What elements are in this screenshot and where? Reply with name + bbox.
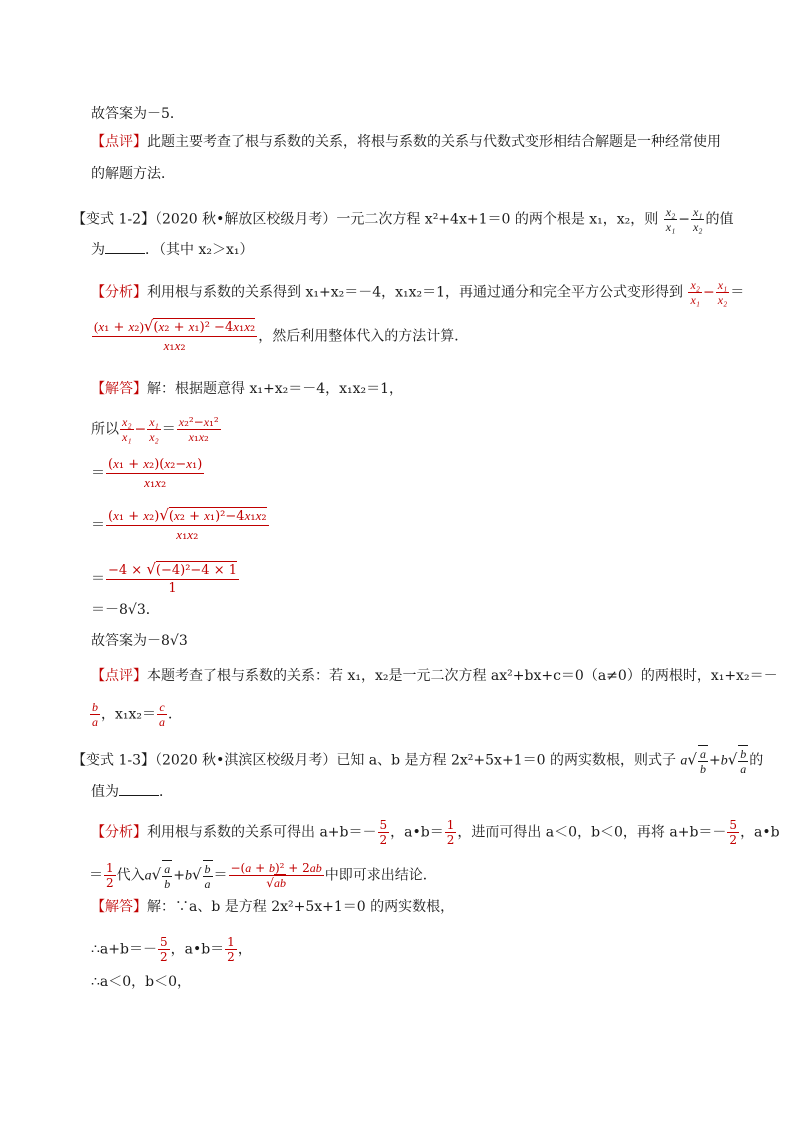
analysis-text: 代入 — [116, 867, 145, 884]
solution-step-2: ＝ $\frac{\text{(x₁ + x₂)(x₂−x₁)}}{\text{x₁x₂}}$ — [91, 456, 203, 491]
fraction-5-over-2: $\frac{5}{2}$ — [159, 935, 168, 964]
analysis-formula-line — [91, 318, 468, 355]
comment-text: 此题主要考查了根与系数的关系，将根与系数的关系与代数式变形相结合解题是一种经常使用 — [147, 134, 721, 150]
fraction-a-over-b: $\frac{a}{b}$ — [699, 747, 706, 776]
analysis-text: ，a•b — [740, 824, 780, 841]
variant-1-3-question: 【变式 1-3】（2020 秋•淇滨区校级月考）已知 a、b 是方程 2x²+5x+1＝0 的两实数根，则式子 a√ $\frac{a}{b}$ +b√ $\frac{b}{a}$ 的 — [72, 747, 764, 776]
variant-source: （2020 秋•解放区校级月考） — [155, 211, 337, 228]
fraction-b-over-a: $\frac{b}{a}$ — [740, 747, 747, 776]
solution-tag: 【解答】 — [91, 381, 147, 397]
question-text-end: 的 — [749, 752, 764, 769]
comment-text: 本题考查了根与系数的关系：若 x₁，x₂是一元二次方程 ax²+bx+c＝0（a≠0）的两根时，x₁+x₂＝－ — [147, 668, 778, 684]
solution-step-3: ＝ $\frac{\text{(x₁ + x₂)√(x₂ + x₁)²−4x₁x₂}}{\text{x₁x₂}}$ — [91, 506, 267, 543]
comment-text-cont: 的解题方法． — [91, 166, 175, 182]
fraction-numeric: $\frac{\text{−4 × √(−4)²−4 × 1}}{1}$ — [108, 560, 238, 596]
formula-fraction: $\frac{\text{(x₁ + x₂)√(x₂ + x₁)² −4x₁x₂}}{\text{x₁x₂}}$ — [94, 317, 256, 354]
fraction-1-over-2: $\frac{1}{2}$ — [227, 935, 235, 964]
variant-1-2-question: 【变式 1-2】（2020 秋•解放区校级月考）一元二次方程 x²+4x+1＝0 的两个根是 x₁，x₂，则 $\frac{\text{x₂}}{\text{x₁}}$ − $\frac{\text{x₁}}{\text{x₂}}$ 的值 — [72, 205, 734, 234]
fraction-5-over-2: $\frac{5}{2}$ — [379, 818, 388, 847]
solution-step-1: 所以 $\frac{\text{x₂}}{\text{x₁}}$ − $\frac{\text{x₁}}{\text{x₂}}$ ＝ $\frac{\text{x₂²−x₁²}}{\text{x₁x₂}}$ — [91, 415, 219, 444]
fraction-b-over-a: $\frac{b}{a}$ — [92, 700, 98, 729]
fraction-5-over-2: $\frac{5}{2}$ — [729, 818, 738, 847]
fraction-a-over-b: $\frac{a}{b}$ — [164, 862, 171, 891]
comment-block-2 — [91, 667, 778, 685]
comment-tag: 【点评】 — [91, 668, 147, 684]
analysis-text: ，a•b＝ — [390, 824, 444, 841]
fraction-x1-over-x2: $\frac{\text{x₁}}{\text{x₂}}$ — [717, 278, 728, 307]
analysis-text: 利用根与系数的关系可得出 a+b＝－ — [147, 824, 377, 841]
solution-result: ＝－8√3． — [91, 602, 160, 618]
solution-block-2 — [91, 898, 454, 916]
fraction-diff-squares: $\frac{\text{x₂²−x₁²}}{\text{x₁x₂}}$ — [178, 415, 219, 444]
question-text: 值为 — [91, 784, 119, 800]
variant-1-3-question-cont: 值为 ． — [91, 784, 173, 800]
question-text-end: 的值 — [705, 211, 734, 228]
comment-text-cont: ，x₁x₂＝ — [101, 706, 157, 723]
solution-text: 解：根据题意得 x₁+x₂＝－4，x₁x₂＝1， — [147, 381, 404, 397]
question-text: 已知 a、b 是方程 2x²+5x+1＝0 的两实数根，则式子 — [336, 752, 676, 769]
solution-text: ，a•b＝ — [170, 941, 225, 958]
analysis-block-1: 【分析】利用根与系数的关系得到 x₁+x₂＝－4，x₁x₂＝1，再通过通分和完全平方公式变形得到 $\frac{\text{x₂}}{\text{x₁}}$ − $\frac{\text{x₁}}{\text{x₂}}$ ＝ — [91, 278, 745, 307]
fraction-radical: $\frac{\text{(x₁ + x₂)√(x₂ + x₁)²−4x₁x₂}}{\text{x₁x₂}}$ — [108, 506, 267, 543]
solution-step-4: ＝ $\frac{\text{−4 × √(−4)²−4 × 1}}{1}$ — [91, 560, 238, 596]
fraction-x2-over-x1: $\frac{\text{x₂}}{\text{x₁}}$ — [690, 278, 700, 307]
answer-line-2: 故答案为－8√3 — [91, 633, 188, 649]
variant-source: （2020 秋•淇滨区校级月考） — [155, 752, 337, 769]
comment-block-2-cont: $\frac{b}{a}$ ，x₁x₂＝ $\frac{c}{a}$ ． — [92, 700, 183, 729]
analysis-text-cont: ，然后利用整体代入的方法计算． — [258, 328, 469, 345]
variant-tag: 【变式 1-2】 — [72, 211, 155, 228]
solution-block-1 — [91, 380, 403, 398]
analysis-block-2-cont: ＝ $\frac{1}{2}$ 代入a√ $\frac{a}{b}$ +b√ $\frac{b}{a}$ ＝ $\frac{\text{−(a + b)² + 2ab}}{√ab}$ 中即可求出结论． — [89, 861, 437, 891]
fraction-factored: $\frac{\text{(x₁ + x₂)(x₂−x₁)}}{\text{x₁x₂}}$ — [108, 456, 203, 491]
comment-block-1 — [91, 133, 721, 151]
fraction-1-over-2: $\frac{1}{2}$ — [446, 818, 455, 847]
fraction-x2-over-x1: $\frac{\text{x₂}}{\text{x₁}}$ — [665, 205, 676, 234]
fraction-x2-over-x1: $\frac{\text{x₂}}{\text{x₁}}$ — [122, 415, 132, 444]
answer-blank — [119, 783, 159, 796]
fraction-b-over-a: $\frac{b}{a}$ — [204, 862, 211, 891]
formula-fraction: $\frac{\text{−(a + b)² + 2ab}}{√ab}$ — [230, 861, 322, 890]
fraction-1-over-2: $\frac{1}{2}$ — [106, 861, 114, 890]
analysis-text: 利用根与系数的关系得到 x₁+x₂＝－4，x₁x₂＝1，再通过通分和完全平方公式变形得到 — [147, 284, 684, 301]
solution-text: ∴a+b＝－ — [91, 941, 157, 958]
solution-tag: 【解答】 — [91, 899, 147, 915]
variant-1-2-question-cont — [91, 241, 253, 259]
solution-block-2-step: ∴a+b＝－ $\frac{5}{2}$ ，a•b＝ $\frac{1}{2}$ ， — [91, 935, 252, 964]
variant-tag: 【变式 1-3】 — [72, 752, 155, 769]
analysis-tag: 【分析】 — [91, 284, 147, 301]
comment-tag: 【点评】 — [91, 134, 147, 150]
answer-line-1: 故答案为－5． — [91, 106, 184, 122]
question-text: 一元二次方程 x²+4x+1＝0 的两个根是 x₁，x₂，则 — [336, 211, 659, 228]
fraction-x1-over-x2: $\frac{\text{x₁}}{\text{x₂}}$ — [692, 205, 703, 234]
question-text: 为 — [91, 242, 105, 258]
answer-blank — [105, 241, 145, 254]
analysis-text: ，进而可得出 a＜0，b＜0，再将 a+b＝－ — [457, 824, 727, 841]
so-label: 所以 — [91, 421, 119, 438]
fraction-c-over-a: $\frac{c}{a}$ — [159, 700, 166, 729]
analysis-tag: 【分析】 — [91, 824, 147, 841]
analysis-block-2 — [91, 818, 780, 847]
solution-text: 解：∵a、b 是方程 2x²+5x+1＝0 的两实数根， — [147, 899, 455, 915]
analysis-text: 中即可求出结论． — [324, 867, 437, 884]
question-condition: ．（其中 x₂＞x₁） — [145, 242, 254, 258]
fraction-x1-over-x2: $\frac{\text{x₁}}{\text{x₂}}$ — [149, 415, 159, 444]
solution-block-2-step3: ∴a＜0，b＜0， — [91, 974, 192, 990]
analysis-text: ＝ — [89, 867, 103, 884]
